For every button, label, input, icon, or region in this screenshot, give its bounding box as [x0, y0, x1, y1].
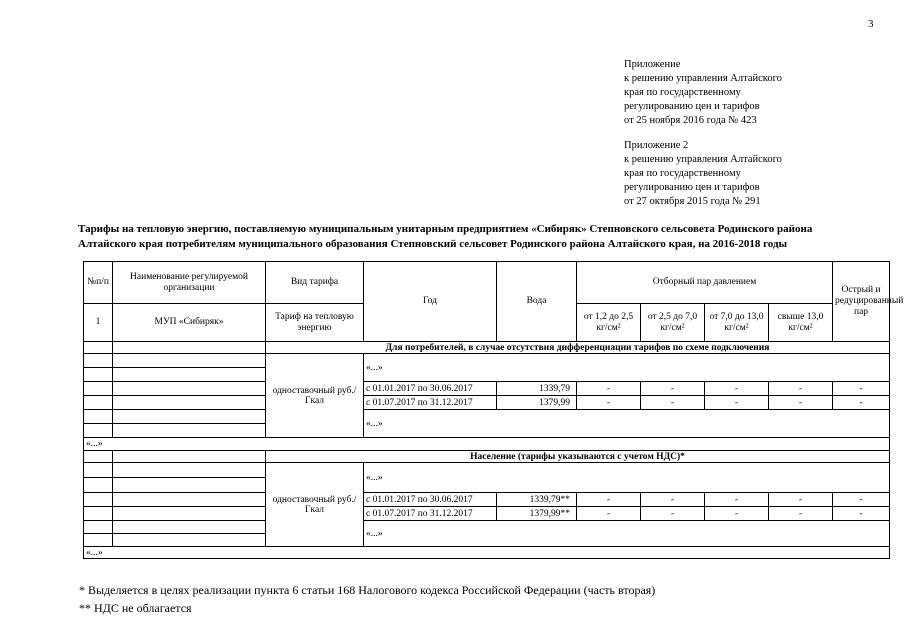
dash-cell: -	[577, 396, 641, 410]
header-row	[84, 262, 890, 304]
dash-cell: -	[577, 493, 641, 507]
dash-cell: -	[833, 382, 890, 396]
appendix-line: к решению управления Алтайского	[624, 73, 782, 84]
dash-cell: -	[577, 382, 641, 396]
dash-cell: -	[641, 382, 705, 396]
dash-cell: -	[577, 507, 641, 521]
header-sharp-steam: Острый и редуцированный пар	[833, 262, 890, 342]
footnote-vat: * Выделяется в целях реализации пункта 6 статьи 168 Налогового кодекса Российской Федерации (часть вторая)	[79, 583, 656, 597]
water-value: 1379,99	[497, 396, 577, 410]
dash-cell: -	[833, 396, 890, 410]
tariff-table	[83, 261, 904, 559]
appendix-block-1	[624, 58, 782, 128]
period-cell: с 01.07.2017 по 31.12.2017	[364, 507, 497, 521]
header-org: Наименование регулируемой организации	[113, 262, 266, 304]
appendix-block-2	[624, 139, 782, 209]
water-value: 1339,79	[497, 382, 577, 396]
ellipsis: «...»	[364, 521, 890, 547]
first-row-org: МУП «Сибиряк»	[113, 304, 266, 342]
section-title: Для потребителей, в случае отсутствия дифференциации тарифов по схеме подключения	[266, 342, 890, 354]
appendix-line: регулированию цен и тарифов	[624, 182, 760, 193]
table-row	[84, 493, 890, 507]
ellipsis: «...»	[84, 547, 890, 559]
table-row	[84, 354, 890, 368]
header-water: Вода	[497, 262, 577, 342]
dash-cell: -	[641, 396, 705, 410]
period-cell: с 01.07.2017 по 31.12.2017	[364, 396, 497, 410]
table-row	[84, 463, 890, 478]
table-row	[84, 396, 890, 410]
rate-unit: одноставочный руб./Гкал	[266, 463, 364, 547]
appendix-line: регулированию цен и тарифов	[624, 101, 760, 112]
header-tariff-type: Вид тарифа	[266, 262, 364, 304]
header-year: Год	[364, 262, 497, 342]
header-num: №п/п	[84, 262, 113, 304]
dash-cell: -	[833, 507, 890, 521]
appendix-line: к решению управления Алтайского	[624, 154, 782, 165]
dash-cell: -	[769, 493, 833, 507]
rate-unit: одноставочный руб./Гкал	[266, 354, 364, 438]
period-cell: с 01.01.2017 по 30.06.2017	[364, 382, 497, 396]
dash-cell: -	[769, 396, 833, 410]
header-steam-col: свыше 13,0 кг/см²	[769, 304, 833, 342]
section-title: Население (тарифы указываются с учетом НДС)*	[266, 451, 890, 463]
header-steam-col: от 7,0 до 13,0 кг/см²	[705, 304, 769, 342]
header-steam: Отборный пар давлением	[577, 262, 833, 304]
water-value: 1339,79**	[497, 493, 577, 507]
dash-cell: -	[705, 507, 769, 521]
table-row	[84, 410, 890, 424]
appendix-line: от 27 октября 2015 года № 291	[624, 196, 761, 207]
first-row-tariff: Тариф на тепловую энергию	[266, 304, 364, 342]
dash-cell: -	[705, 396, 769, 410]
appendix-line: Приложение 2	[624, 140, 689, 151]
table-row	[84, 547, 890, 559]
title-line: Тарифы на тепловую энергию, поставляемую муниципальным унитарным предприятием «Сибиряк» Степновского сельсовета Родинского района	[78, 223, 813, 235]
dash-cell: -	[769, 507, 833, 521]
header-steam-col: от 2,5 до 7,0 кг/см²	[641, 304, 705, 342]
table-row	[84, 521, 890, 534]
ellipsis: «...»	[364, 410, 890, 438]
table-row	[84, 342, 890, 354]
ellipsis: «...»	[364, 354, 890, 382]
dash-cell: -	[705, 382, 769, 396]
water-value: 1379,99**	[497, 507, 577, 521]
footnote-no-vat: ** НДС не облагается	[79, 601, 192, 615]
appendix-line: от 25 ноября 2016 года № 423	[624, 115, 757, 126]
appendix-line: края по государственному	[624, 168, 741, 179]
table-row	[84, 451, 890, 463]
first-row-num: 1	[84, 304, 113, 342]
title-line: Алтайского края потребителям муниципального образования Степновский сельсовет Родинского района Алтайского края, на 2016-2018 годы	[78, 238, 788, 250]
ellipsis: «...»	[84, 438, 890, 451]
table-row	[84, 438, 890, 451]
appendix-line: Приложение	[624, 59, 681, 70]
ellipsis: «...»	[364, 463, 890, 493]
dash-cell: -	[705, 493, 769, 507]
dash-cell: -	[833, 493, 890, 507]
table-row	[84, 382, 890, 396]
period-cell: с 01.01.2017 по 30.06.2017	[364, 493, 497, 507]
document-title	[78, 222, 890, 252]
appendix-line: края по государственному	[624, 87, 741, 98]
table-row	[84, 507, 890, 521]
dash-cell: -	[641, 507, 705, 521]
page-number: 3	[868, 18, 874, 30]
dash-cell: -	[641, 493, 705, 507]
dash-cell: -	[769, 382, 833, 396]
header-steam-col: от 1,2 до 2,5 кг/см²	[577, 304, 641, 342]
